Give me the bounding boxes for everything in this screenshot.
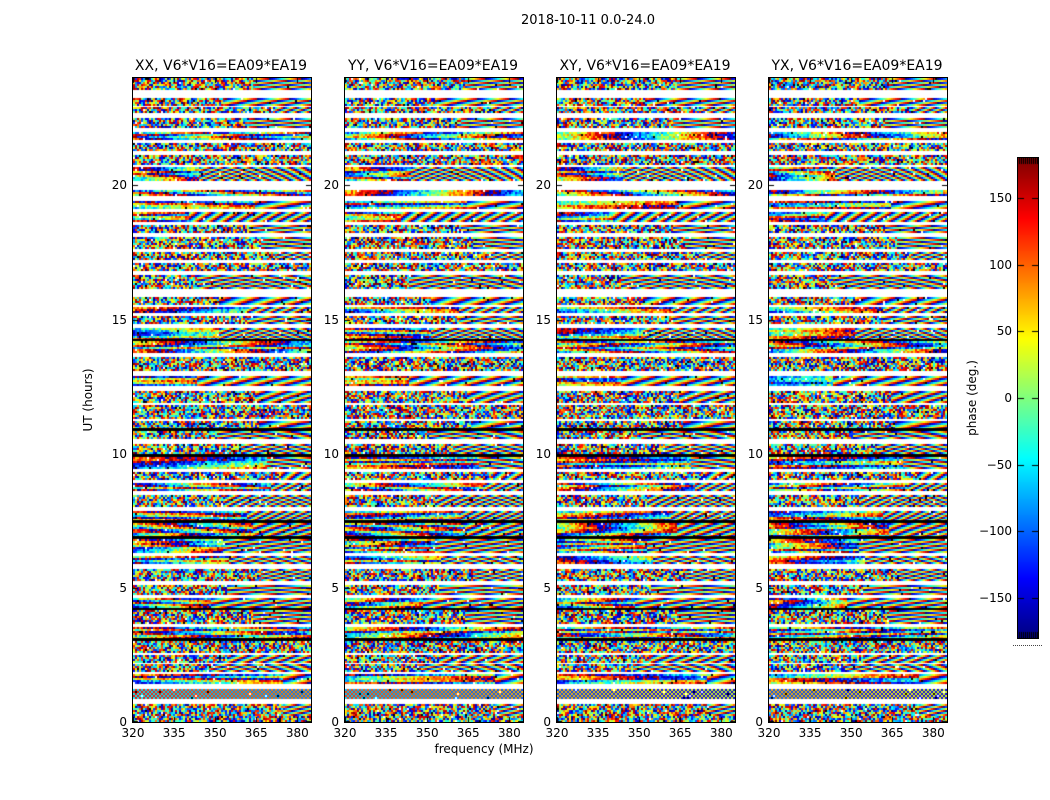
colorbar-tick-label: 0 — [1004, 391, 1012, 405]
colorbar-tick-label: −100 — [979, 524, 1012, 539]
heatmap-canvas-yy — [344, 77, 524, 723]
x-tick-label: 320 — [757, 726, 781, 740]
y-tick-label: 5 — [755, 580, 763, 595]
colorbar-tick-label: 150 — [989, 191, 1012, 205]
y-tick-label: 15 — [111, 312, 127, 327]
heatmap-canvas-yx — [768, 77, 948, 723]
x-tick-label: 380 — [921, 726, 945, 740]
x-tick-label: 380 — [285, 726, 309, 740]
colorbar — [1017, 157, 1039, 639]
x-tick-label: 365 — [456, 726, 480, 740]
colorbar-tick-label: −150 — [979, 591, 1012, 605]
x-axis-label: frequency (MHz) — [434, 742, 534, 756]
heatmap-canvas-xy — [556, 77, 736, 723]
y-tick-label: 0 — [543, 715, 551, 729]
y-tick-label: 0 — [119, 715, 127, 729]
y-tick-label: 5 — [543, 580, 551, 595]
heatmap-canvas-xx — [132, 77, 312, 723]
x-tick-label: 335 — [586, 726, 610, 740]
x-tick-label: 380 — [709, 726, 733, 740]
y-tick-label: 0 — [755, 715, 763, 729]
x-tick-label: 320 — [333, 726, 357, 740]
x-tick-label: 350 — [415, 726, 439, 740]
y-tick-label: 20 — [111, 178, 127, 193]
y-tick-label: 15 — [323, 312, 339, 327]
y-tick-label: 10 — [747, 446, 763, 461]
panel-title-xx: XX, V6*V16=EA09*EA19 — [134, 58, 308, 74]
y-tick-label: 10 — [111, 446, 127, 461]
x-tick-label: 350 — [627, 726, 651, 740]
x-tick-label: 335 — [162, 726, 186, 740]
x-tick-label: 365 — [668, 726, 692, 740]
y-axis-label: UT (hours) — [81, 368, 95, 432]
y-tick-label: 15 — [747, 312, 763, 327]
y-tick-label: 15 — [535, 312, 551, 327]
x-tick-label: 335 — [374, 726, 398, 740]
x-tick-label: 350 — [839, 726, 863, 740]
x-tick-label: 320 — [121, 726, 145, 740]
colorbar-label: phase (deg.) — [965, 360, 979, 436]
figure-title: 2018-10-11 0.0-24.0 — [521, 13, 655, 28]
panel-title-xy: XY, V6*V16=EA09*EA19 — [559, 58, 731, 74]
colorbar-dotted-line — [1013, 645, 1042, 646]
x-tick-label: 365 — [880, 726, 904, 740]
panel-title-yy: YY, V6*V16=EA09*EA19 — [347, 58, 519, 74]
y-tick-label: 5 — [119, 580, 127, 595]
colorbar-tick-label: 50 — [996, 324, 1012, 339]
panel-title-yx: YX, V6*V16=EA09*EA19 — [771, 58, 943, 74]
y-tick-label: 10 — [323, 446, 339, 461]
x-tick-label: 380 — [497, 726, 521, 740]
x-tick-label: 335 — [798, 726, 822, 740]
x-tick-label: 365 — [244, 726, 268, 740]
colorbar-tick-label: 100 — [989, 257, 1012, 272]
colorbar-tick-label: −50 — [986, 457, 1012, 472]
y-tick-label: 10 — [535, 446, 551, 461]
x-tick-label: 350 — [203, 726, 227, 740]
y-tick-label: 5 — [331, 580, 339, 595]
y-tick-label: 20 — [323, 178, 339, 193]
y-tick-label: 20 — [535, 178, 551, 193]
x-tick-label: 320 — [545, 726, 569, 740]
y-tick-label: 20 — [747, 178, 763, 193]
y-tick-label: 0 — [331, 715, 339, 729]
